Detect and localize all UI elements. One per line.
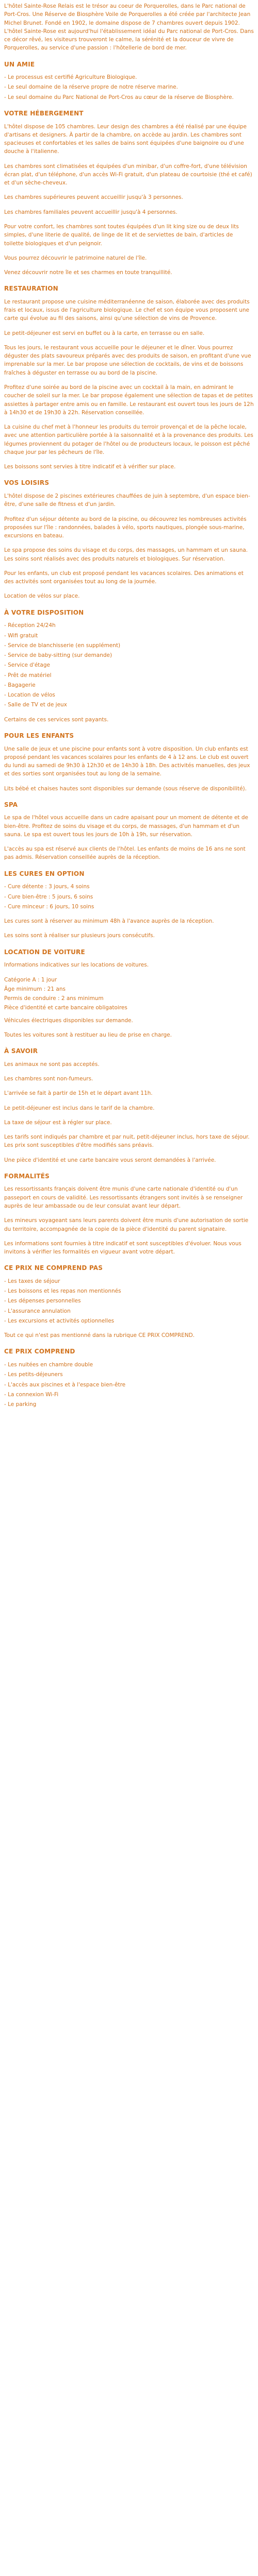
list-item: - Service de blanchisserie (en supplément): [4, 641, 254, 650]
section-list: [4, 883, 254, 911]
section: [4, 800, 254, 862]
section: [4, 869, 254, 940]
list-item: - Les petits-déjeuners: [4, 1370, 254, 1379]
list-item: - Les dépenses personnelles: [4, 1297, 254, 1305]
list-item: - Wifi gratuit: [4, 632, 254, 640]
section-paragraph: Pour votre confort, les chambres sont toutes équipées d'un lit king size ou de deux lits simples, d'une literie de qualité, de linge de lit et de serviettes de bain, d'articles de toilette biologiques et d'un peignoir.: [4, 223, 239, 247]
section: [4, 1172, 254, 1256]
section: [4, 109, 254, 277]
section-note: Véhicules électriques disponibles sur demande.: [4, 1017, 133, 1024]
section-paragraph: La cuisine du chef met à l'honneur les produits du terroir provençal et de la pêche locale, avec une attention particulière portée à la saisonnalité et à la provenance des produits. Les légumes proviennent du potager de l'hôtel ou de producteurs locaux, le poisson est pêché chaque jour par les pêcheurs de l'île.: [4, 424, 253, 455]
section-paragraph: La taxe de séjour est à régler sur place.: [4, 1119, 112, 1126]
section-paragraph: Le restaurant propose une cuisine méditerranéenne de saison, élaborée avec des produits frais et locaux, issus de l'agriculture biologique. Le chef et son équipe vous proposent une carte qui évolue au fil des saisons, ainsi qu'une sélection de vins de Provence.: [4, 298, 250, 322]
section-paragraph: L'arrivée se fait à partir de 15h et le départ avant 11h.: [4, 1090, 153, 1097]
section-title: VOTRE HÉBERGEMENT: [4, 109, 84, 117]
section-title: CE PRIX COMPREND: [4, 1348, 75, 1355]
list-item: - Service d'étage: [4, 661, 254, 669]
list-item: - Service de baby-sitting (sur demande): [4, 651, 254, 659]
section-note: Toutes les voitures sont à restituer au lieu de prise en charge.: [4, 1031, 172, 1038]
info-lines: [4, 976, 254, 1012]
list-item: - Bagagerie: [4, 681, 254, 689]
section: [4, 60, 254, 101]
list-item: - Les nuitées en chambre double: [4, 1361, 254, 1369]
section-paragraph: Profitez d'un séjour détente au bord de la piscine, ou découvrez les nombreuses activités proposées sur l'île : randonnées, balades à vélo, sports nautiques, plongée sous-marine, excursions en bateau.: [4, 516, 247, 539]
list-item: - Les excursions et activités optionnelles: [4, 1317, 254, 1325]
section-title: UN AMIE: [4, 60, 35, 68]
sections-container: [4, 60, 254, 1409]
section: [4, 1263, 254, 1340]
section-title: LES CURES EN OPTION: [4, 870, 85, 877]
section-paragraph: L'hôtel dispose de 2 piscines extérieures chauffées de juin à septembre, d'un espace bien-être, d'une salle de fitness et d'un jardin.: [4, 493, 250, 508]
list-item: - Le parking: [4, 1400, 254, 1409]
section-paragraph: Les chambres familiales peuvent accueillir jusqu'à 4 personnes.: [4, 209, 178, 215]
section-title: LOCATION DE VOITURE: [4, 948, 85, 956]
info-line: Âge minimum : 21 ans: [4, 986, 66, 992]
section-paragraph: Les chambres supérieures peuvent accueillir jusqu'à 3 personnes.: [4, 194, 183, 201]
section-paragraph: Les cures sont à réserver au minimum 48h à l'avance auprès de la réception.: [4, 918, 214, 925]
section: [4, 478, 254, 600]
section-paragraph: Profitez d'une soirée au bord de la piscine avec un cocktail à la main, en admirant le coucher de soleil sur la mer. Le bar propose également une sélection de tapas et de petites assiettes à partager entre amis ou en famille. Le restaurant est ouvert tous les jours de 12h à 14h30 et de 19h30 à 22h. Réservation conseillée.: [4, 384, 254, 416]
list-item: - Cure minceur : 6 jours, 10 soins: [4, 903, 254, 911]
list-item: - Le processus est certifié Agriculture Biologique.: [4, 73, 254, 81]
section: [4, 1347, 254, 1409]
section-title: POUR LES ENFANTS: [4, 732, 74, 739]
section-paragraph: Pour les enfants, un club est proposé pendant les vacances scolaires. Des animations et des activités sont organisées tout au long de la journée.: [4, 570, 244, 585]
section-list: [4, 1361, 254, 1409]
section-paragraph: Une salle de jeux et une piscine pour enfants sont à votre disposition. Un club enfants est proposé pendant les vacances scolaires pour les enfants de 4 à 12 ans. Le club est ouvert du lundi au samedi de 9h30 à 12h30 et de 14h30 à 18h. Des activités manuelles, des jeux et des sorties sont organisées tout au long de la semaine.: [4, 745, 250, 777]
section-list: [4, 621, 254, 709]
section: [4, 947, 254, 1039]
section-title: À SAVOIR: [4, 1047, 38, 1055]
section-paragraph: L'accès au spa est réservé aux clients de l'hôtel. Les enfants de moins de 16 ans ne sont pas admis. Réservation conseillée auprès de la réception.: [4, 846, 246, 861]
section: [4, 1046, 254, 1164]
list-item: - Prêt de matériel: [4, 671, 254, 680]
section: [4, 608, 254, 724]
section-paragraph: Location de vélos sur place.: [4, 593, 80, 600]
section-paragraph: Les animaux ne sont pas acceptés.: [4, 1061, 100, 1067]
section-paragraph: Lits bébé et chaises hautes sont disponibles sur demande (sous réserve de disponibilité).: [4, 785, 247, 792]
list-item: - Salle de TV et de jeux: [4, 701, 254, 709]
section-paragraph: Le spa de l'hôtel vous accueille dans un cadre apaisant pour un moment de détente et de bien-être. Profitez de soins du visage et du corps, de massages, d'un hammam et d'un sauna. Le spa est ouvert tous les jours de 10h à 19h, sur réservation.: [4, 815, 248, 838]
section-note: Certains de ces services sont payants.: [4, 716, 109, 723]
info-line: Pièce d'identité et carte bancaire obligatoires: [4, 1005, 127, 1011]
section-paragraph: Les tarifs sont indiqués par chambre et par nuit, petit-déjeuner inclus, hors taxe de séjour. Les prix sont susceptibles d'être modifiés sans préavis.: [4, 1134, 250, 1149]
section-paragraph: L'hôtel dispose de 105 chambres. Leur design des chambres a été réalisé par une équipe d'artisans et designers. À partir de la chambre, on accède au jardin. Les chambres sont spacieuses et confortables et les salles de bains sont équipées d'une baignoire ou d'une douche à l'italienne.: [4, 123, 247, 155]
list-item: - Cure bien-être : 5 jours, 6 soins: [4, 893, 254, 901]
section-paragraph: Le petit-déjeuner est inclus dans le tarif de la chambre.: [4, 1105, 155, 1111]
list-item: - Les boissons et les repas non mentionnés: [4, 1287, 254, 1295]
section-list: [4, 73, 254, 101]
list-item: - Le seul domaine de la réserve propre de notre réserve marine.: [4, 83, 254, 91]
section-title: VOS LOISIRS: [4, 479, 50, 487]
intro-paragraph: L'hôtel Sainte-Rose Relais est le trésor au coeur de Porquerolles, dans le Parc national de Port-Cros. Une Réserve de Biosphère Voile de Porquerolles a été créée par l'architecte Jean Michel Brunet. Fondé en 1902, le domaine dispose de 7 chambres ouvert depuis 1902. L'hôtel Sainte-Rose est aujourd'hui l'établissement idéal du Parc national de Port-Cros. Dans ce décor rêvé, les visiteurs trouveront le calme, la sérénité et la douceur de vivre de Porquerolles, au service d'une passion : l'hôtellerie de bord de mer.: [4, 3, 254, 52]
section-list: [4, 1277, 254, 1325]
list-item: - Cure détente : 3 jours, 4 soins: [4, 883, 254, 891]
section: [4, 731, 254, 793]
section-paragraph: Tout ce qui n'est pas mentionné dans la rubrique CE PRIX COMPREND.: [4, 1332, 195, 1339]
section-paragraph: Les soins sont à réaliser sur plusieurs jours consécutifs.: [4, 933, 155, 939]
section-paragraph: Le petit-déjeuner est servi en buffet ou à la carte, en terrasse ou en salle.: [4, 330, 205, 336]
list-item: - L'accès aux piscines et à l'espace bien-être: [4, 1381, 254, 1389]
section-title: À VOTRE DISPOSITION: [4, 608, 84, 616]
section-paragraph: Informations indicatives sur les locations de voitures.: [4, 962, 149, 969]
section-paragraph: Les mineurs voyageant sans leurs parents doivent être munis d'une autorisation de sortie du territoire, accompagnée de la copie de la pièce d'identité du parent signataire.: [4, 1217, 249, 1232]
list-item: - Le seul domaine du Parc National de Port-Cros au cœur de la réserve de Biosphère.: [4, 93, 254, 101]
section-title: RESTAURATION: [4, 285, 58, 293]
list-item: - Les taxes de séjour: [4, 1277, 254, 1285]
section-paragraph: Venez découvrir notre île et ses charmes en toute tranquillité.: [4, 269, 172, 276]
section-title: CE PRIX NE COMPREND PAS: [4, 1264, 103, 1272]
info-line: Catégorie A : 1 jour: [4, 976, 57, 983]
section-title: FORMALITÉS: [4, 1172, 50, 1180]
section-paragraph: Tous les jours, le restaurant vous accueille pour le déjeuner et le dîner. Vous pourrez déguster des plats savoureux préparés avec des produits de saison, en profitant d'une vue imprenable sur la mer. Le bar propose une sélection de cocktails, de vins et de boissons fraîches à déguster en terrasse ou au bord de la piscine.: [4, 344, 251, 376]
section-paragraph: Les ressortissants français doivent être munis d'une carte nationale d'identité ou d'un passeport en cours de validité. Les ressortissants étrangers sont invités à se renseigner auprès de leur ambassade ou de leur consulat avant leur départ.: [4, 1186, 243, 1209]
section-title: SPA: [4, 801, 18, 808]
list-item: - La connexion Wi-Fi: [4, 1391, 254, 1399]
list-item: - Location de vélos: [4, 691, 254, 699]
section-paragraph: Les chambres sont climatisées et équipées d'un minibar, d'un coffre-fort, d'une télévision écran plat, d'un téléphone, d'un accès Wi-Fi gratuit, d'un plateau de courtoisie (thé et café) et d'un sèche-cheveux.: [4, 163, 252, 187]
section-paragraph: Une pièce d'identité et une carte bancaire vous seront demandées à l'arrivée.: [4, 1157, 216, 1163]
section-paragraph: Le spa propose des soins du visage et du corps, des massages, un hammam et un sauna. Les soins sont réalisés avec des produits naturels et biologiques. Sur réservation.: [4, 547, 248, 562]
section-paragraph: Les chambres sont non-fumeurs.: [4, 1075, 93, 1082]
section-paragraph: Les informations sont fournies à titre indicatif et sont susceptibles d'évoluer. Nous vous invitons à vérifier les formalités en vigueur avant votre départ.: [4, 1240, 241, 1256]
info-line: Permis de conduire : 2 ans minimum: [4, 995, 104, 1002]
section-paragraph: Vous pourrez découvrir le patrimoine naturel de l'île.: [4, 255, 147, 261]
list-item: - Réception 24/24h: [4, 621, 254, 630]
section-paragraph: Les boissons sont servies à titre indicatif et à vérifier sur place.: [4, 464, 176, 470]
list-item: - L'assurance annulation: [4, 1307, 254, 1315]
section: [4, 284, 254, 471]
